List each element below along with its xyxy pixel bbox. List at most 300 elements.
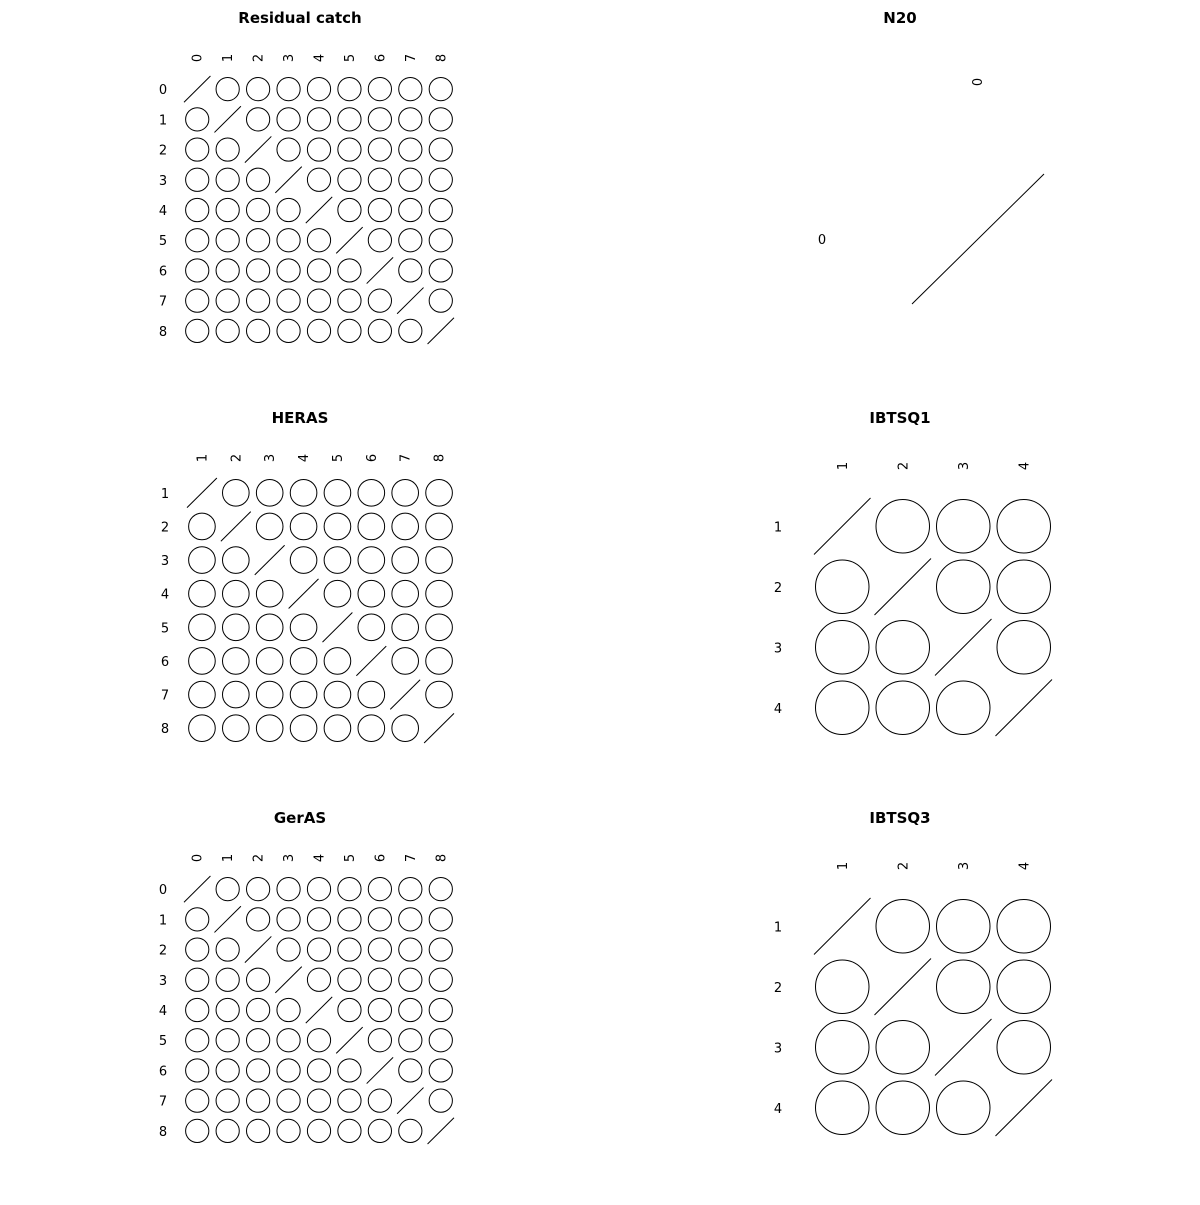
correlation-circle xyxy=(368,1029,391,1052)
correlation-circle xyxy=(223,614,250,641)
correlation-circle xyxy=(368,1119,391,1142)
column-label: 8 xyxy=(434,853,450,863)
correlation-circle xyxy=(256,480,283,507)
correlation-circle xyxy=(307,1089,330,1112)
row-label: 3 xyxy=(160,554,170,570)
row-label: 6 xyxy=(160,654,170,670)
row-label: 7 xyxy=(158,294,168,310)
correlation-circle xyxy=(426,547,453,574)
correlation-circle xyxy=(338,908,361,931)
row-label: 3 xyxy=(773,1041,783,1057)
column-label: 3 xyxy=(263,453,279,463)
column-label: 8 xyxy=(434,53,450,63)
correlation-circle xyxy=(186,968,209,991)
correlation-circle xyxy=(937,1081,991,1135)
correlation-circle xyxy=(368,938,391,961)
correlation-circle xyxy=(937,960,991,1014)
correlation-circle xyxy=(277,78,300,101)
column-label: 7 xyxy=(398,453,414,463)
correlation-circle xyxy=(876,1021,930,1075)
column-label: 3 xyxy=(282,853,298,863)
correlation-circle xyxy=(429,289,452,312)
correlation-circle xyxy=(186,138,209,161)
row-label: 2 xyxy=(158,943,168,959)
correlation-circle xyxy=(358,614,385,641)
panel-title: GerAS xyxy=(273,809,327,827)
correlation-circle xyxy=(307,908,330,931)
row-label: 5 xyxy=(158,234,168,250)
correlation-circle xyxy=(429,1089,452,1112)
correlation-circle xyxy=(277,1059,300,1082)
correlation-circle xyxy=(338,319,361,342)
correlation-circle xyxy=(399,138,422,161)
correlation-circle xyxy=(368,138,391,161)
column-label: 4 xyxy=(1017,861,1033,871)
correlation-circle xyxy=(429,908,452,931)
correlation-circle xyxy=(277,198,300,221)
row-label: 3 xyxy=(158,173,168,189)
correlation-circle xyxy=(399,878,422,901)
row-label: 1 xyxy=(160,486,170,502)
correlation-circle xyxy=(256,681,283,708)
diagonal-line xyxy=(996,680,1053,737)
correlation-circle xyxy=(216,198,239,221)
correlation-circle xyxy=(307,259,330,282)
column-label: 1 xyxy=(835,861,851,871)
column-label: 5 xyxy=(342,853,358,863)
correlation-circle xyxy=(338,108,361,131)
correlation-circle xyxy=(307,229,330,252)
correlation-circle xyxy=(426,480,453,507)
correlation-circle xyxy=(277,938,300,961)
row-label: 4 xyxy=(160,587,170,603)
correlation-circle xyxy=(290,648,317,675)
column-label: 0 xyxy=(190,853,206,863)
column-label: 1 xyxy=(221,853,237,863)
correlation-circle xyxy=(338,259,361,282)
correlation-circle xyxy=(358,480,385,507)
correlation-circle xyxy=(429,1059,452,1082)
row-label: 0 xyxy=(158,83,168,99)
correlation-circle xyxy=(429,878,452,901)
column-label: 2 xyxy=(229,453,245,463)
correlation-circle xyxy=(189,681,216,708)
correlation-circle xyxy=(216,1089,239,1112)
correlation-circle xyxy=(186,1059,209,1082)
panel-title: N20 xyxy=(883,9,917,27)
correlation-circle xyxy=(247,1059,270,1082)
diagonal-line xyxy=(306,197,332,223)
diagonal-line xyxy=(356,646,386,676)
panel-title: Residual catch xyxy=(238,9,362,27)
correlation-circle xyxy=(368,289,391,312)
correlation-circle xyxy=(247,1029,270,1052)
correlation-circle xyxy=(997,621,1051,675)
correlation-circle xyxy=(307,319,330,342)
correlation-circle xyxy=(338,1059,361,1082)
correlation-circle xyxy=(256,648,283,675)
correlation-circle xyxy=(189,547,216,574)
correlation-circle xyxy=(307,289,330,312)
row-label: 2 xyxy=(160,520,170,536)
row-label: 3 xyxy=(158,973,168,989)
diagonal-line xyxy=(367,1057,393,1083)
diagonal-line xyxy=(214,906,240,932)
correlation-circle xyxy=(290,547,317,574)
correlation-circle xyxy=(368,168,391,191)
correlation-circle xyxy=(189,715,216,742)
correlation-circle xyxy=(399,229,422,252)
row-label: 4 xyxy=(773,701,783,717)
column-label: 4 xyxy=(312,53,328,63)
correlation-circle xyxy=(277,908,300,931)
column-label: 0 xyxy=(190,53,206,63)
diagonal-line xyxy=(875,559,932,616)
correlation-circle xyxy=(399,319,422,342)
row-label: 2 xyxy=(773,980,783,996)
correlation-circle xyxy=(307,108,330,131)
correlation-circle xyxy=(429,78,452,101)
correlation-circle xyxy=(399,78,422,101)
correlation-circle xyxy=(186,229,209,252)
correlation-circle xyxy=(186,319,209,342)
panel-title: HERAS xyxy=(271,409,329,427)
diagonal-line xyxy=(814,898,871,955)
diagonal-line xyxy=(214,106,240,132)
correlation-circle xyxy=(429,998,452,1021)
correlation-circle xyxy=(290,480,317,507)
panel-0 xyxy=(159,9,454,344)
correlation-circle xyxy=(997,900,1051,954)
correlation-circle xyxy=(277,229,300,252)
correlation-circle xyxy=(399,1119,422,1142)
correlation-circle xyxy=(816,560,870,614)
row-label: 2 xyxy=(773,580,783,596)
correlation-circle xyxy=(216,968,239,991)
correlation-circle xyxy=(368,1089,391,1112)
correlation-circle xyxy=(997,500,1051,554)
correlation-circle xyxy=(876,621,930,675)
correlation-circle xyxy=(247,108,270,131)
correlation-circle xyxy=(429,259,452,282)
row-label: 2 xyxy=(158,143,168,159)
correlation-circle xyxy=(277,289,300,312)
row-label: 1 xyxy=(158,113,168,129)
correlation-circle xyxy=(216,938,239,961)
correlation-circle xyxy=(277,1089,300,1112)
row-label: 3 xyxy=(773,641,783,657)
correlation-circle xyxy=(937,560,991,614)
correlation-circle xyxy=(223,648,250,675)
row-label: 4 xyxy=(773,1101,783,1117)
row-label: 4 xyxy=(158,1004,168,1019)
correlation-circle xyxy=(307,78,330,101)
correlation-circle xyxy=(368,198,391,221)
correlation-circle xyxy=(399,1029,422,1052)
correlation-circle xyxy=(186,198,209,221)
correlation-circle xyxy=(338,138,361,161)
correlation-circle xyxy=(876,500,930,554)
correlation-circle xyxy=(997,960,1051,1014)
row-label: 7 xyxy=(158,1094,168,1110)
correlation-circle xyxy=(216,138,239,161)
correlation-circle xyxy=(189,614,216,641)
column-label: 6 xyxy=(373,853,389,863)
correlation-circle xyxy=(368,878,391,901)
correlation-circle xyxy=(816,1081,870,1135)
correlation-circle xyxy=(429,198,452,221)
column-label: 2 xyxy=(896,861,912,871)
column-label: 2 xyxy=(896,461,912,471)
correlation-circle xyxy=(338,198,361,221)
row-label: 1 xyxy=(158,913,168,929)
correlation-circle xyxy=(426,580,453,607)
correlation-circle xyxy=(216,229,239,252)
column-label: 1 xyxy=(195,453,211,463)
diagonal-line xyxy=(935,619,992,676)
correlation-circle xyxy=(247,289,270,312)
correlation-circle xyxy=(247,998,270,1021)
correlation-circle xyxy=(358,681,385,708)
correlation-circle xyxy=(997,1021,1051,1075)
column-label: 4 xyxy=(312,853,328,863)
correlation-circle xyxy=(324,547,351,574)
row-label: 6 xyxy=(158,264,168,280)
correlation-circle xyxy=(338,1089,361,1112)
correlation-circle xyxy=(189,580,216,607)
correlation-circle xyxy=(223,715,250,742)
row-label: 8 xyxy=(160,722,170,738)
column-label: 8 xyxy=(432,453,448,463)
correlation-circle xyxy=(876,1081,930,1135)
correlation-circle xyxy=(307,968,330,991)
correlation-circle xyxy=(368,319,391,342)
correlation-circle xyxy=(399,259,422,282)
correlation-circle xyxy=(256,513,283,540)
correlation-circle xyxy=(399,968,422,991)
correlation-circle xyxy=(426,648,453,675)
correlation-circle xyxy=(426,614,453,641)
correlation-circle xyxy=(277,878,300,901)
row-label: 8 xyxy=(158,324,168,340)
correlation-circle xyxy=(256,580,283,607)
correlation-circle xyxy=(189,648,216,675)
correlation-circle xyxy=(429,229,452,252)
correlation-circle xyxy=(338,998,361,1021)
column-label: 7 xyxy=(403,853,419,863)
correlation-circle xyxy=(247,908,270,931)
diagonal-line xyxy=(428,1118,454,1144)
correlation-circle xyxy=(997,560,1051,614)
diagonal-line xyxy=(875,959,932,1016)
correlation-circle xyxy=(247,1089,270,1112)
correlation-circle xyxy=(399,938,422,961)
row-label: 7 xyxy=(160,688,170,704)
correlation-circle xyxy=(223,480,250,507)
correlation-circle xyxy=(247,229,270,252)
column-label: 1 xyxy=(221,53,237,63)
correlation-circle xyxy=(429,938,452,961)
column-label: 6 xyxy=(364,453,380,463)
panel-1 xyxy=(818,9,1044,304)
correlation-circle xyxy=(216,289,239,312)
diagonal-line xyxy=(323,613,353,643)
correlation-circle xyxy=(338,78,361,101)
column-label: 7 xyxy=(403,53,419,63)
correlation-circle xyxy=(399,908,422,931)
column-label: 3 xyxy=(956,461,972,471)
row-label: 5 xyxy=(160,621,170,637)
correlation-circle xyxy=(277,998,300,1021)
correlation-circle xyxy=(247,878,270,901)
correlation-circle xyxy=(429,1029,452,1052)
diagonal-line xyxy=(935,1019,992,1076)
diagonal-line xyxy=(336,1027,362,1053)
correlation-circle xyxy=(876,681,930,735)
correlation-circle xyxy=(186,108,209,131)
correlation-circle xyxy=(186,168,209,191)
correlation-circle xyxy=(426,513,453,540)
panel-title: IBTSQ3 xyxy=(869,809,931,827)
correlation-circle xyxy=(816,1021,870,1075)
correlation-circle xyxy=(324,648,351,675)
correlation-circle xyxy=(216,259,239,282)
correlation-circle xyxy=(216,878,239,901)
correlation-circle xyxy=(247,168,270,191)
correlation-circle xyxy=(358,547,385,574)
column-label: 0 xyxy=(971,77,986,87)
correlation-circle xyxy=(368,108,391,131)
correlation-circle xyxy=(247,78,270,101)
correlation-circle xyxy=(324,580,351,607)
correlation-circle xyxy=(429,168,452,191)
correlation-circle xyxy=(307,938,330,961)
column-label: 3 xyxy=(956,861,972,871)
correlation-circle xyxy=(399,1059,422,1082)
column-label: 6 xyxy=(373,53,389,63)
correlation-circle xyxy=(338,938,361,961)
correlation-circle xyxy=(216,1059,239,1082)
correlation-circle xyxy=(338,968,361,991)
correlation-circle xyxy=(186,1119,209,1142)
diagonal-line xyxy=(912,174,1044,304)
correlation-circle xyxy=(368,998,391,1021)
correlation-circle xyxy=(216,998,239,1021)
correlation-circle xyxy=(277,138,300,161)
panel-5 xyxy=(774,809,1052,1136)
correlation-circle xyxy=(392,614,419,641)
correlation-circle xyxy=(338,878,361,901)
correlation-circle xyxy=(256,614,283,641)
row-label: 5 xyxy=(158,1034,168,1050)
correlation-circle xyxy=(216,1119,239,1142)
correlation-circle xyxy=(290,715,317,742)
correlation-circle xyxy=(392,513,419,540)
correlation-circle xyxy=(368,908,391,931)
panel-2 xyxy=(161,409,454,743)
correlation-circle xyxy=(358,513,385,540)
correlation-circle xyxy=(426,681,453,708)
correlation-circle xyxy=(186,998,209,1021)
diagonal-line xyxy=(275,967,301,993)
correlation-circle xyxy=(216,319,239,342)
correlation-circle xyxy=(247,259,270,282)
diagonal-line xyxy=(996,1080,1053,1137)
correlation-circle xyxy=(186,289,209,312)
correlation-circle xyxy=(186,259,209,282)
correlation-circle xyxy=(368,229,391,252)
correlation-circle xyxy=(338,289,361,312)
column-label: 5 xyxy=(342,53,358,63)
row-label: 1 xyxy=(773,520,783,536)
correlation-circle xyxy=(216,1029,239,1052)
correlation-circle xyxy=(816,681,870,735)
correlation-circle xyxy=(399,168,422,191)
correlation-circle xyxy=(307,138,330,161)
diagonal-line xyxy=(187,478,217,508)
correlation-circle xyxy=(392,480,419,507)
row-label: 6 xyxy=(158,1064,168,1080)
correlation-circle xyxy=(392,547,419,574)
correlation-circle xyxy=(937,900,991,954)
correlation-circle xyxy=(277,319,300,342)
diagonal-line xyxy=(184,876,210,902)
correlation-circle xyxy=(223,580,250,607)
diagonal-line xyxy=(275,167,301,193)
correlation-circle xyxy=(392,648,419,675)
column-label: 2 xyxy=(251,53,267,63)
correlation-circle xyxy=(307,168,330,191)
column-label: 2 xyxy=(251,853,267,863)
correlation-circle xyxy=(338,1119,361,1142)
correlation-circle xyxy=(399,108,422,131)
correlation-circle xyxy=(358,580,385,607)
correlation-circle xyxy=(937,681,991,735)
correlation-circle xyxy=(247,198,270,221)
correlation-circle xyxy=(256,715,283,742)
correlation-circle xyxy=(277,1119,300,1142)
correlation-circle xyxy=(277,108,300,131)
column-label: 4 xyxy=(1017,461,1033,471)
correlation-circle xyxy=(338,168,361,191)
correlation-circle xyxy=(223,681,250,708)
correlation-circle xyxy=(290,513,317,540)
correlation-circle xyxy=(290,614,317,641)
diagonal-line xyxy=(289,579,319,609)
row-label: 1 xyxy=(773,920,783,936)
correlation-circle xyxy=(247,968,270,991)
correlation-circle xyxy=(186,1089,209,1112)
diagonal-line xyxy=(367,257,393,283)
correlation-circle xyxy=(324,513,351,540)
panel-3 xyxy=(774,409,1052,736)
correlation-circle xyxy=(399,998,422,1021)
correlation-circle xyxy=(324,681,351,708)
correlation-circle xyxy=(307,1059,330,1082)
correlation-circle xyxy=(247,1119,270,1142)
correlation-circle xyxy=(186,938,209,961)
correlation-circle xyxy=(358,715,385,742)
correlation-circle xyxy=(368,968,391,991)
correlation-circle xyxy=(307,878,330,901)
correlation-circle xyxy=(429,968,452,991)
diagonal-line xyxy=(255,545,285,575)
row-label: 4 xyxy=(158,204,168,219)
panel-title: IBTSQ1 xyxy=(869,409,931,427)
diagonal-line xyxy=(397,288,423,314)
correlation-circle xyxy=(216,78,239,101)
correlation-circle xyxy=(189,513,216,540)
